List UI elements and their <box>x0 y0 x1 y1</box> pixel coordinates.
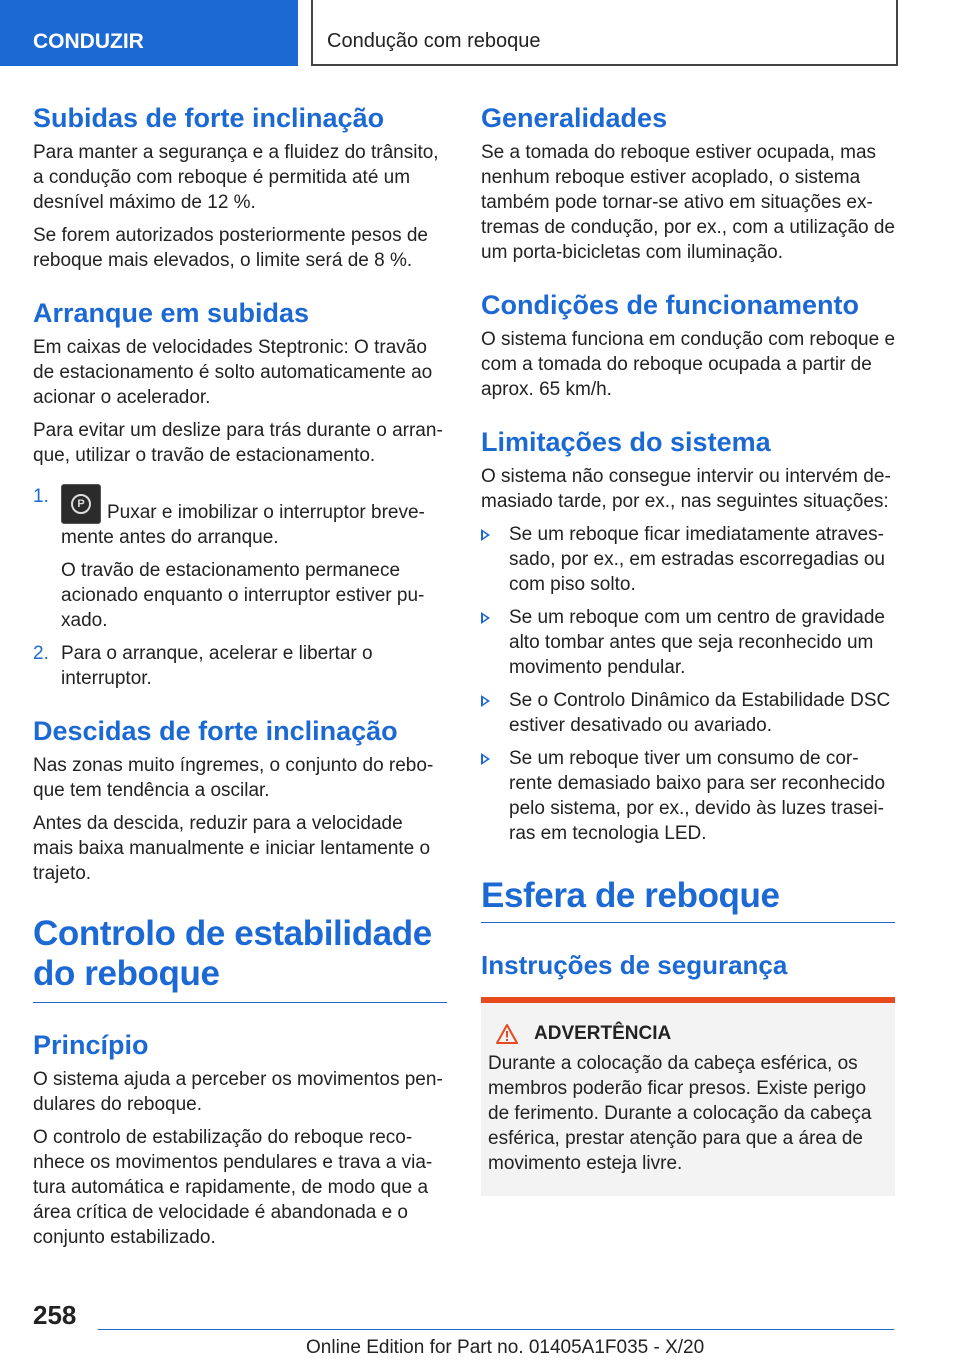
step-number: 2. <box>33 643 49 664</box>
paragraph: Em caixas de velocidades Steptronic: O travão de estacionamento é solto automaticamente ao acionar o acelerador. <box>33 337 433 408</box>
list-item-text: Se um reboque com um centro de gravidade alto tombar antes que seja reconhecido um movimento pendular. <box>509 607 885 678</box>
heading-limitacoes: Limitações do sistema <box>481 427 771 457</box>
paragraph: O controlo de estabilização do reboque reconhece os movimentos pendulares e trava a viatura automática e rapidamente, de modo que a área crítica de velocidade é abandonada e o conjunto estabilizado. <box>33 1127 433 1248</box>
paragraph: O sistema funciona em condução com reboque e com a tomada do reboque ocupada a partir de aprox. 65 km/h. <box>481 329 896 400</box>
heading-condicoes: Condições de funcionamento <box>481 290 860 320</box>
parking-brake-switch-icon: P <box>61 484 101 524</box>
header-chapter-box <box>311 0 898 66</box>
paragraph: O sistema não consegue intervir ou intervém demasiado tarde, por ex., nas seguintes situações: <box>481 466 891 512</box>
warning-text: Durante a colocação da cabeça esférica, os membros poderão ficar presos. Existe perigo de ferimento. Durante a colocação da cabeça esférica, prestar atenção para que a área de movimento esteja livre. <box>488 1053 872 1174</box>
heading-rule <box>481 922 895 923</box>
section-condicoes <box>481 287 895 402</box>
step-text <box>61 484 447 550</box>
section-descidas <box>33 713 447 886</box>
heading-subidas: Subidas de forte inclinação <box>33 103 385 133</box>
paragraph: Para evitar um deslize para trás durante o arranque, utilizar o travão de estacionamento. <box>33 420 443 466</box>
step-number: 1. <box>33 486 49 507</box>
heading-principio: Princípio <box>33 1030 149 1060</box>
section-arranque <box>33 295 447 691</box>
header-chapter-label: Condução com reboque <box>327 30 541 52</box>
triangle-bullet-icon <box>481 753 490 765</box>
paragraph: Se a tomada do reboque estiver ocupada, mas nenhum reboque estiver acoplado, o sistema também pode tornar-se ativo em situações extremas de condução, por ex., com a utilização de um porta-bicicletas com iluminação. <box>481 142 896 263</box>
list-item-text: Se um reboque tiver um consumo de corrente demasiado baixo para ser reconhecido pelo sistema, por ex., devido às luzes traseiras em tecnologia LED. <box>509 748 886 844</box>
footer-edition: Online Edition for Part no. 01405A1F035 - X/20 <box>306 1337 705 1358</box>
list-item <box>481 746 895 846</box>
header-section-label: CONDUZIR <box>33 30 144 53</box>
section-controlo <box>33 914 447 1003</box>
paragraph: Se forem autorizados posteriormente pesos de reboque mais elevados, o limite será de 8 %. <box>33 225 428 271</box>
paragraph: O sistema ajuda a perceber os movimentos pendulares do reboque. <box>33 1069 443 1115</box>
footer-rule <box>98 1329 894 1330</box>
warning-title <box>488 1023 887 1045</box>
list-item <box>33 641 447 691</box>
paragraph: Para manter a segurança e a fluidez do trânsito, a condução com reboque é permitida até um desnível máximo de 12 %. <box>33 142 439 213</box>
triangle-bullet-icon <box>481 529 490 541</box>
list-item-text: Se um reboque ficar imediatamente atravessado, por ex., em estradas escorregadias ou com piso solto. <box>509 524 885 595</box>
heading-controlo: Controlo de estabilidade do reboque <box>33 914 432 993</box>
step-text-content: Puxar e imobilizar o interruptor brevemente antes do arranque. <box>61 502 425 548</box>
section-principio <box>33 1027 447 1250</box>
heading-rule <box>33 1002 447 1003</box>
list-item <box>481 522 895 597</box>
list-item-text: Se o Controlo Dinâmico da Estabilidade DSC estiver desativado ou avariado. <box>509 690 891 736</box>
step-subtext: O travão de estacionamento permanece acionado enquanto o interruptor estiver puxado. <box>61 560 425 631</box>
section-limitacoes <box>481 424 895 846</box>
warning-box <box>481 997 895 1196</box>
paragraph: Nas zonas muito íngremes, o conjunto do reboque tem tendência a oscilar. <box>33 755 434 801</box>
page-number: 258 <box>33 1300 77 1330</box>
heading-arranque: Arranque em subidas <box>33 298 310 328</box>
section-instrucoes <box>481 947 895 1196</box>
paragraph: Antes da descida, reduzir para a velocidade mais baixa manualmente e iniciar lentamente o trajeto. <box>33 813 431 884</box>
triangle-bullet-icon <box>481 695 490 707</box>
steps-list <box>33 484 447 691</box>
list-item <box>481 605 895 680</box>
list-item <box>33 484 447 633</box>
header-section-tab <box>0 0 298 66</box>
triangle-bullet-icon <box>481 612 490 624</box>
limitations-list <box>481 522 895 846</box>
heading-descidas: Descidas de forte inclinação <box>33 716 398 746</box>
list-item <box>481 688 895 738</box>
heading-instrucoes: Instruções de segurança <box>481 950 788 980</box>
heading-esfera: Esfera de reboque <box>481 876 780 915</box>
heading-generalidades: Generalidades <box>481 103 668 133</box>
right-column <box>481 100 895 1196</box>
warning-triangle-icon <box>496 1024 518 1044</box>
section-esfera <box>481 876 895 923</box>
step-text: Para o arranque, acelerar e libertar o interruptor. <box>61 643 373 689</box>
left-column <box>33 100 447 1258</box>
warning-title-text: ADVERTÊNCIA <box>534 1023 672 1044</box>
